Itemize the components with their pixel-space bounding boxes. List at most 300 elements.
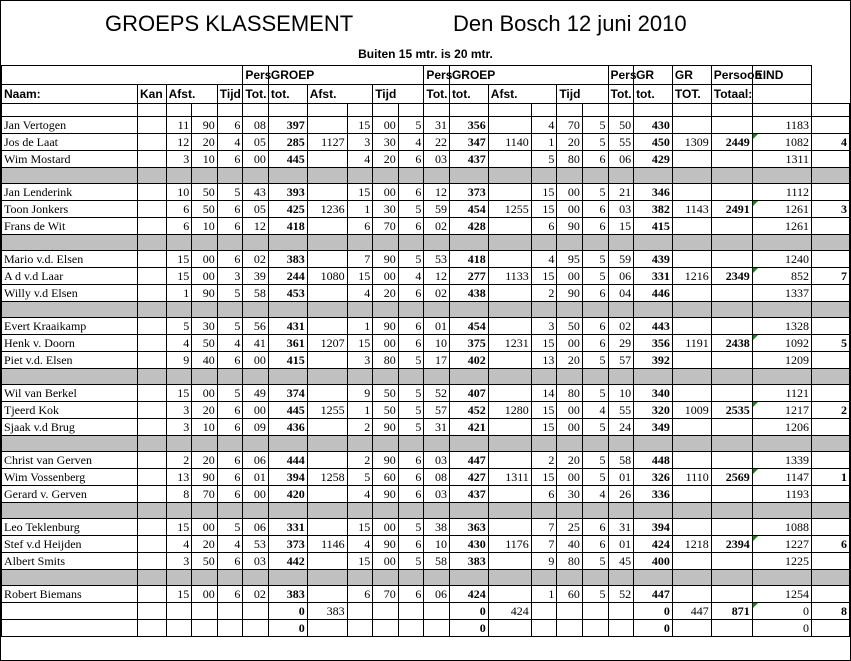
- cell: 15: [531, 335, 557, 352]
- cell: [672, 218, 711, 235]
- cell: 8: [166, 486, 192, 503]
- cell: [711, 519, 752, 536]
- cell: 4: [217, 335, 243, 352]
- cell: [488, 352, 531, 369]
- cell: 1227: [752, 536, 811, 553]
- persoon-header: Persoon: [711, 66, 752, 85]
- cell: [307, 452, 347, 469]
- table-row: [2, 352, 850, 369]
- participant-name: Stef v.d Heijden: [2, 536, 138, 553]
- cell: 430: [634, 117, 673, 134]
- cell: 06: [243, 519, 269, 536]
- cell: 01: [608, 536, 634, 553]
- cell: [488, 151, 531, 168]
- cell: 03: [424, 452, 450, 469]
- cell: 6: [398, 285, 424, 302]
- cell: [373, 620, 399, 637]
- cell: [488, 452, 531, 469]
- cell: 6: [217, 251, 243, 268]
- cell: 4: [582, 402, 608, 419]
- cell: 2: [347, 452, 373, 469]
- cell: 3: [531, 318, 557, 335]
- cell: 6: [217, 419, 243, 436]
- cell: 15: [347, 553, 373, 570]
- cell: 55: [608, 402, 634, 419]
- cell: 436: [268, 419, 307, 436]
- participant-name: Sjaak v.d Brug: [2, 419, 138, 436]
- cell: 5: [582, 251, 608, 268]
- cell: 15: [347, 268, 373, 285]
- cell: 14: [531, 385, 557, 402]
- cell: [672, 486, 711, 503]
- cell: [531, 603, 557, 620]
- cell: 1240: [752, 251, 811, 268]
- participant-name: [2, 603, 138, 620]
- cell: [138, 452, 167, 469]
- cell: [138, 184, 167, 201]
- cell: 6: [398, 318, 424, 335]
- tot-header-1: Tot.: [243, 85, 269, 104]
- totaal-header: Totaal:: [711, 85, 752, 104]
- cell: 15: [531, 419, 557, 436]
- cell: 6: [398, 486, 424, 503]
- cell: 277: [449, 268, 488, 285]
- cell: 9: [347, 385, 373, 402]
- cell: 01: [608, 469, 634, 486]
- gr-header-1: GR: [634, 66, 673, 85]
- cell: 90: [373, 251, 399, 268]
- cell: 4: [166, 335, 192, 352]
- ranking-table: [1, 65, 850, 637]
- cell: 30: [192, 318, 218, 335]
- cell: 13: [531, 352, 557, 369]
- cell: 375: [449, 335, 488, 352]
- cell: 08: [424, 469, 450, 486]
- participant-name: Frans de Wit: [2, 218, 138, 235]
- cell: [138, 469, 167, 486]
- cell: 6: [812, 536, 850, 553]
- cell: 03: [608, 201, 634, 218]
- table-row: [2, 603, 850, 620]
- cell: [307, 385, 347, 402]
- cell: 11: [166, 117, 192, 134]
- gr-header-2: GR: [672, 66, 711, 85]
- cell: 5: [217, 385, 243, 402]
- cell: 437: [449, 486, 488, 503]
- cell: 40: [192, 352, 218, 369]
- cell: [531, 620, 557, 637]
- cell: [488, 218, 531, 235]
- cell: [812, 385, 850, 402]
- cell: 1: [531, 134, 557, 151]
- cell: [812, 318, 850, 335]
- table-row: [2, 285, 850, 302]
- cell: 70: [373, 586, 399, 603]
- cell: 1218: [672, 536, 711, 553]
- cell: [672, 385, 711, 402]
- cell: 21: [608, 184, 634, 201]
- cell: 59: [608, 251, 634, 268]
- cell: 442: [268, 553, 307, 570]
- cell: 5: [398, 402, 424, 419]
- cell: 26: [608, 486, 634, 503]
- cell: 852: [752, 268, 811, 285]
- cell: 6: [217, 553, 243, 570]
- cell: 90: [373, 419, 399, 436]
- cell: 1261: [752, 201, 811, 218]
- cell: 1080: [307, 268, 347, 285]
- cell: 4: [398, 268, 424, 285]
- cell: 6: [582, 519, 608, 536]
- cell: 4: [347, 151, 373, 168]
- cell: 871: [711, 603, 752, 620]
- cell: 2: [812, 402, 850, 419]
- table-row: [2, 419, 850, 436]
- cell: 373: [449, 184, 488, 201]
- cell: 1092: [752, 335, 811, 352]
- cell: 5: [398, 352, 424, 369]
- cell: 10: [192, 419, 218, 436]
- cell: 1009: [672, 402, 711, 419]
- cell: [138, 385, 167, 402]
- participant-name: Jan Vertogen: [2, 117, 138, 134]
- participant-name: Tjeerd Kok: [2, 402, 138, 419]
- cell: [307, 251, 347, 268]
- group-separator: [2, 369, 850, 385]
- cell: 5: [582, 117, 608, 134]
- cell: 50: [192, 184, 218, 201]
- cell: 1110: [672, 469, 711, 486]
- group-separator: [2, 235, 850, 251]
- participant-name: Evert Kraaikamp: [2, 318, 138, 335]
- participant-name: Christ van Gerven: [2, 452, 138, 469]
- cell: 5: [582, 134, 608, 151]
- cell: 15: [166, 251, 192, 268]
- cell: 01: [424, 318, 450, 335]
- cell: [138, 553, 167, 570]
- cell: 02: [243, 251, 269, 268]
- cell: 70: [192, 486, 218, 503]
- cell: [608, 603, 634, 620]
- cell: 5: [166, 318, 192, 335]
- cell: 1127: [307, 134, 347, 151]
- cell: 1191: [672, 335, 711, 352]
- cell: 15: [347, 184, 373, 201]
- cell: [307, 318, 347, 335]
- table-row: [2, 620, 850, 637]
- afst-header-2: Afst.: [307, 85, 372, 104]
- cell: 06: [243, 452, 269, 469]
- naam-header: Naam:: [2, 85, 138, 104]
- cell: [488, 285, 531, 302]
- cell: 331: [268, 519, 307, 536]
- cell: 70: [557, 117, 583, 134]
- tijd-header-3: Tijd: [557, 85, 608, 104]
- cell: 6: [217, 452, 243, 469]
- cell: 12: [424, 184, 450, 201]
- gtot-header-1: tot.: [268, 85, 307, 104]
- cell: [672, 620, 711, 637]
- cell: 50: [608, 117, 634, 134]
- cell: 00: [557, 184, 583, 201]
- cell: [488, 318, 531, 335]
- cell: [812, 553, 850, 570]
- cell: [138, 335, 167, 352]
- cell: 0: [752, 603, 811, 620]
- cell: 1339: [752, 452, 811, 469]
- cell: 0: [449, 620, 488, 637]
- cell: 90: [373, 536, 399, 553]
- cell: 1: [531, 586, 557, 603]
- cell: 356: [634, 335, 673, 352]
- cell: 6: [347, 586, 373, 603]
- cell: 445: [268, 151, 307, 168]
- cell: [138, 251, 167, 268]
- cell: 397: [268, 117, 307, 134]
- cell: [672, 553, 711, 570]
- cell: [812, 251, 850, 268]
- cell: 336: [634, 486, 673, 503]
- cell: 90: [192, 285, 218, 302]
- cell: 7: [812, 268, 850, 285]
- grtot-header: tot.: [634, 85, 673, 104]
- cell: [138, 519, 167, 536]
- cell: 53: [424, 251, 450, 268]
- cell: 15: [531, 469, 557, 486]
- cell: [138, 318, 167, 335]
- cell: 52: [424, 385, 450, 402]
- cell: 5: [398, 553, 424, 570]
- cell: [711, 251, 752, 268]
- cell: 428: [449, 218, 488, 235]
- cell: 1207: [307, 335, 347, 352]
- event-title: Den Bosch 12 juni 2010: [453, 11, 687, 36]
- cell: 8: [812, 603, 850, 620]
- cell: 3: [166, 402, 192, 419]
- cell: 1: [347, 201, 373, 218]
- cell: 31: [608, 519, 634, 536]
- cell: [582, 603, 608, 620]
- cell: 438: [449, 285, 488, 302]
- cell: [812, 184, 850, 201]
- tijd-header-2: Tijd: [373, 85, 424, 104]
- table-row: [2, 469, 850, 486]
- cell: 41: [243, 335, 269, 352]
- cell: 6: [582, 318, 608, 335]
- cell: 03: [243, 553, 269, 570]
- table-row: [2, 218, 850, 235]
- cell: [488, 385, 531, 402]
- cell: [812, 419, 850, 436]
- cell: 2569: [711, 469, 752, 486]
- participant-name: Leo Teklenburg: [2, 519, 138, 536]
- cell: 00: [192, 519, 218, 536]
- cell: 407: [449, 385, 488, 402]
- cell: 3: [217, 268, 243, 285]
- cell: 1225: [752, 553, 811, 570]
- cell: [711, 352, 752, 369]
- cell: 6: [582, 151, 608, 168]
- cell: 03: [424, 151, 450, 168]
- cell: 6: [398, 218, 424, 235]
- cell: 58: [243, 285, 269, 302]
- cell: 50: [557, 318, 583, 335]
- kan-header: Kan: [138, 85, 167, 104]
- cell: 59: [424, 201, 450, 218]
- cell: 4: [582, 486, 608, 503]
- cell: [307, 519, 347, 536]
- cell: 425: [268, 201, 307, 218]
- cell: [711, 218, 752, 235]
- cell: 437: [449, 151, 488, 168]
- cell: 5: [398, 117, 424, 134]
- table-row: [2, 117, 850, 134]
- cell: [812, 218, 850, 235]
- participant-name: Jos de Laat: [2, 134, 138, 151]
- cell: [488, 586, 531, 603]
- participant-name: Gerard v. Gerven: [2, 486, 138, 503]
- table-row: [2, 201, 850, 218]
- cell: [488, 519, 531, 536]
- cell: [608, 620, 634, 637]
- cell: [307, 352, 347, 369]
- cell: 17: [424, 352, 450, 369]
- cell: 00: [373, 117, 399, 134]
- cell: 6: [217, 117, 243, 134]
- cell: 20: [192, 134, 218, 151]
- cell: 415: [634, 218, 673, 235]
- cell: 424: [634, 536, 673, 553]
- participant-name: Robert Biemans: [2, 586, 138, 603]
- cell: 5: [582, 586, 608, 603]
- cell: 453: [268, 285, 307, 302]
- table-row: [2, 519, 850, 536]
- cell: [307, 486, 347, 503]
- cell: 00: [557, 268, 583, 285]
- group-separator: [2, 302, 850, 318]
- cell: 1236: [307, 201, 347, 218]
- cell: [711, 184, 752, 201]
- cell: [424, 603, 450, 620]
- cell: 6: [217, 218, 243, 235]
- cell: [138, 603, 167, 620]
- cell: 20: [373, 285, 399, 302]
- cell: 2394: [711, 536, 752, 553]
- cell: 1328: [752, 318, 811, 335]
- cell: 29: [608, 335, 634, 352]
- cell: 1255: [488, 201, 531, 218]
- cell: 13: [166, 469, 192, 486]
- cell: 0: [634, 603, 673, 620]
- cell: 5: [582, 469, 608, 486]
- cell: 1217: [752, 402, 811, 419]
- cell: [138, 117, 167, 134]
- cell: 9: [531, 553, 557, 570]
- cell: 30: [373, 201, 399, 218]
- cell: 447: [449, 452, 488, 469]
- cell: [557, 603, 583, 620]
- pers-header-3: Pers: [608, 66, 634, 85]
- cell: 00: [192, 586, 218, 603]
- cell: 3: [347, 352, 373, 369]
- cell: [347, 603, 373, 620]
- cell: 3: [166, 553, 192, 570]
- cell: [138, 586, 167, 603]
- tot-header-2: Tot.: [424, 85, 450, 104]
- cell: 6: [531, 486, 557, 503]
- cell: 25: [557, 519, 583, 536]
- cell: 2349: [711, 268, 752, 285]
- cell: 58: [424, 553, 450, 570]
- cell: 15: [347, 117, 373, 134]
- cell: [217, 620, 243, 637]
- cell: 447: [634, 586, 673, 603]
- cell: 1147: [752, 469, 811, 486]
- cell: 6: [347, 218, 373, 235]
- cell: 12: [243, 218, 269, 235]
- cell: 356: [449, 117, 488, 134]
- tot-header-3: Tot.: [608, 85, 634, 104]
- cell: 374: [268, 385, 307, 402]
- cell: 43: [243, 184, 269, 201]
- cell: [488, 620, 531, 637]
- cell: 443: [634, 318, 673, 335]
- cell: 2491: [711, 201, 752, 218]
- cell: 349: [634, 419, 673, 436]
- cell: 00: [373, 519, 399, 536]
- cell: [166, 603, 192, 620]
- cell: 00: [192, 251, 218, 268]
- cell: 02: [424, 285, 450, 302]
- cell: 1121: [752, 385, 811, 402]
- table-row: [2, 151, 850, 168]
- cell: 90: [373, 318, 399, 335]
- cell: [307, 419, 347, 436]
- cell: [347, 620, 373, 637]
- cell: 00: [373, 335, 399, 352]
- cell: 402: [449, 352, 488, 369]
- cell: [672, 352, 711, 369]
- cell: 00: [557, 335, 583, 352]
- cell: 15: [166, 268, 192, 285]
- cell: 90: [373, 486, 399, 503]
- cell: [711, 553, 752, 570]
- cell: 6: [582, 218, 608, 235]
- cell: 40: [557, 536, 583, 553]
- cell: 1112: [752, 184, 811, 201]
- cell: 6: [166, 218, 192, 235]
- cell: 5: [398, 201, 424, 218]
- table-row: [2, 452, 850, 469]
- cell: 5: [217, 519, 243, 536]
- cell: [307, 117, 347, 134]
- cell: [711, 486, 752, 503]
- table-row: [2, 486, 850, 503]
- cell: 1311: [752, 151, 811, 168]
- tijd-header-1: Tijd: [217, 85, 243, 104]
- cell: 1255: [307, 402, 347, 419]
- cell: [138, 201, 167, 218]
- cell: 6: [217, 486, 243, 503]
- cell: 285: [268, 134, 307, 151]
- cell: 5: [582, 553, 608, 570]
- cell: 1: [347, 318, 373, 335]
- group-separator: [2, 570, 850, 586]
- groep-header-1: GROEP: [268, 66, 423, 85]
- cell: [138, 285, 167, 302]
- cell: 24: [608, 419, 634, 436]
- cell: [557, 620, 583, 637]
